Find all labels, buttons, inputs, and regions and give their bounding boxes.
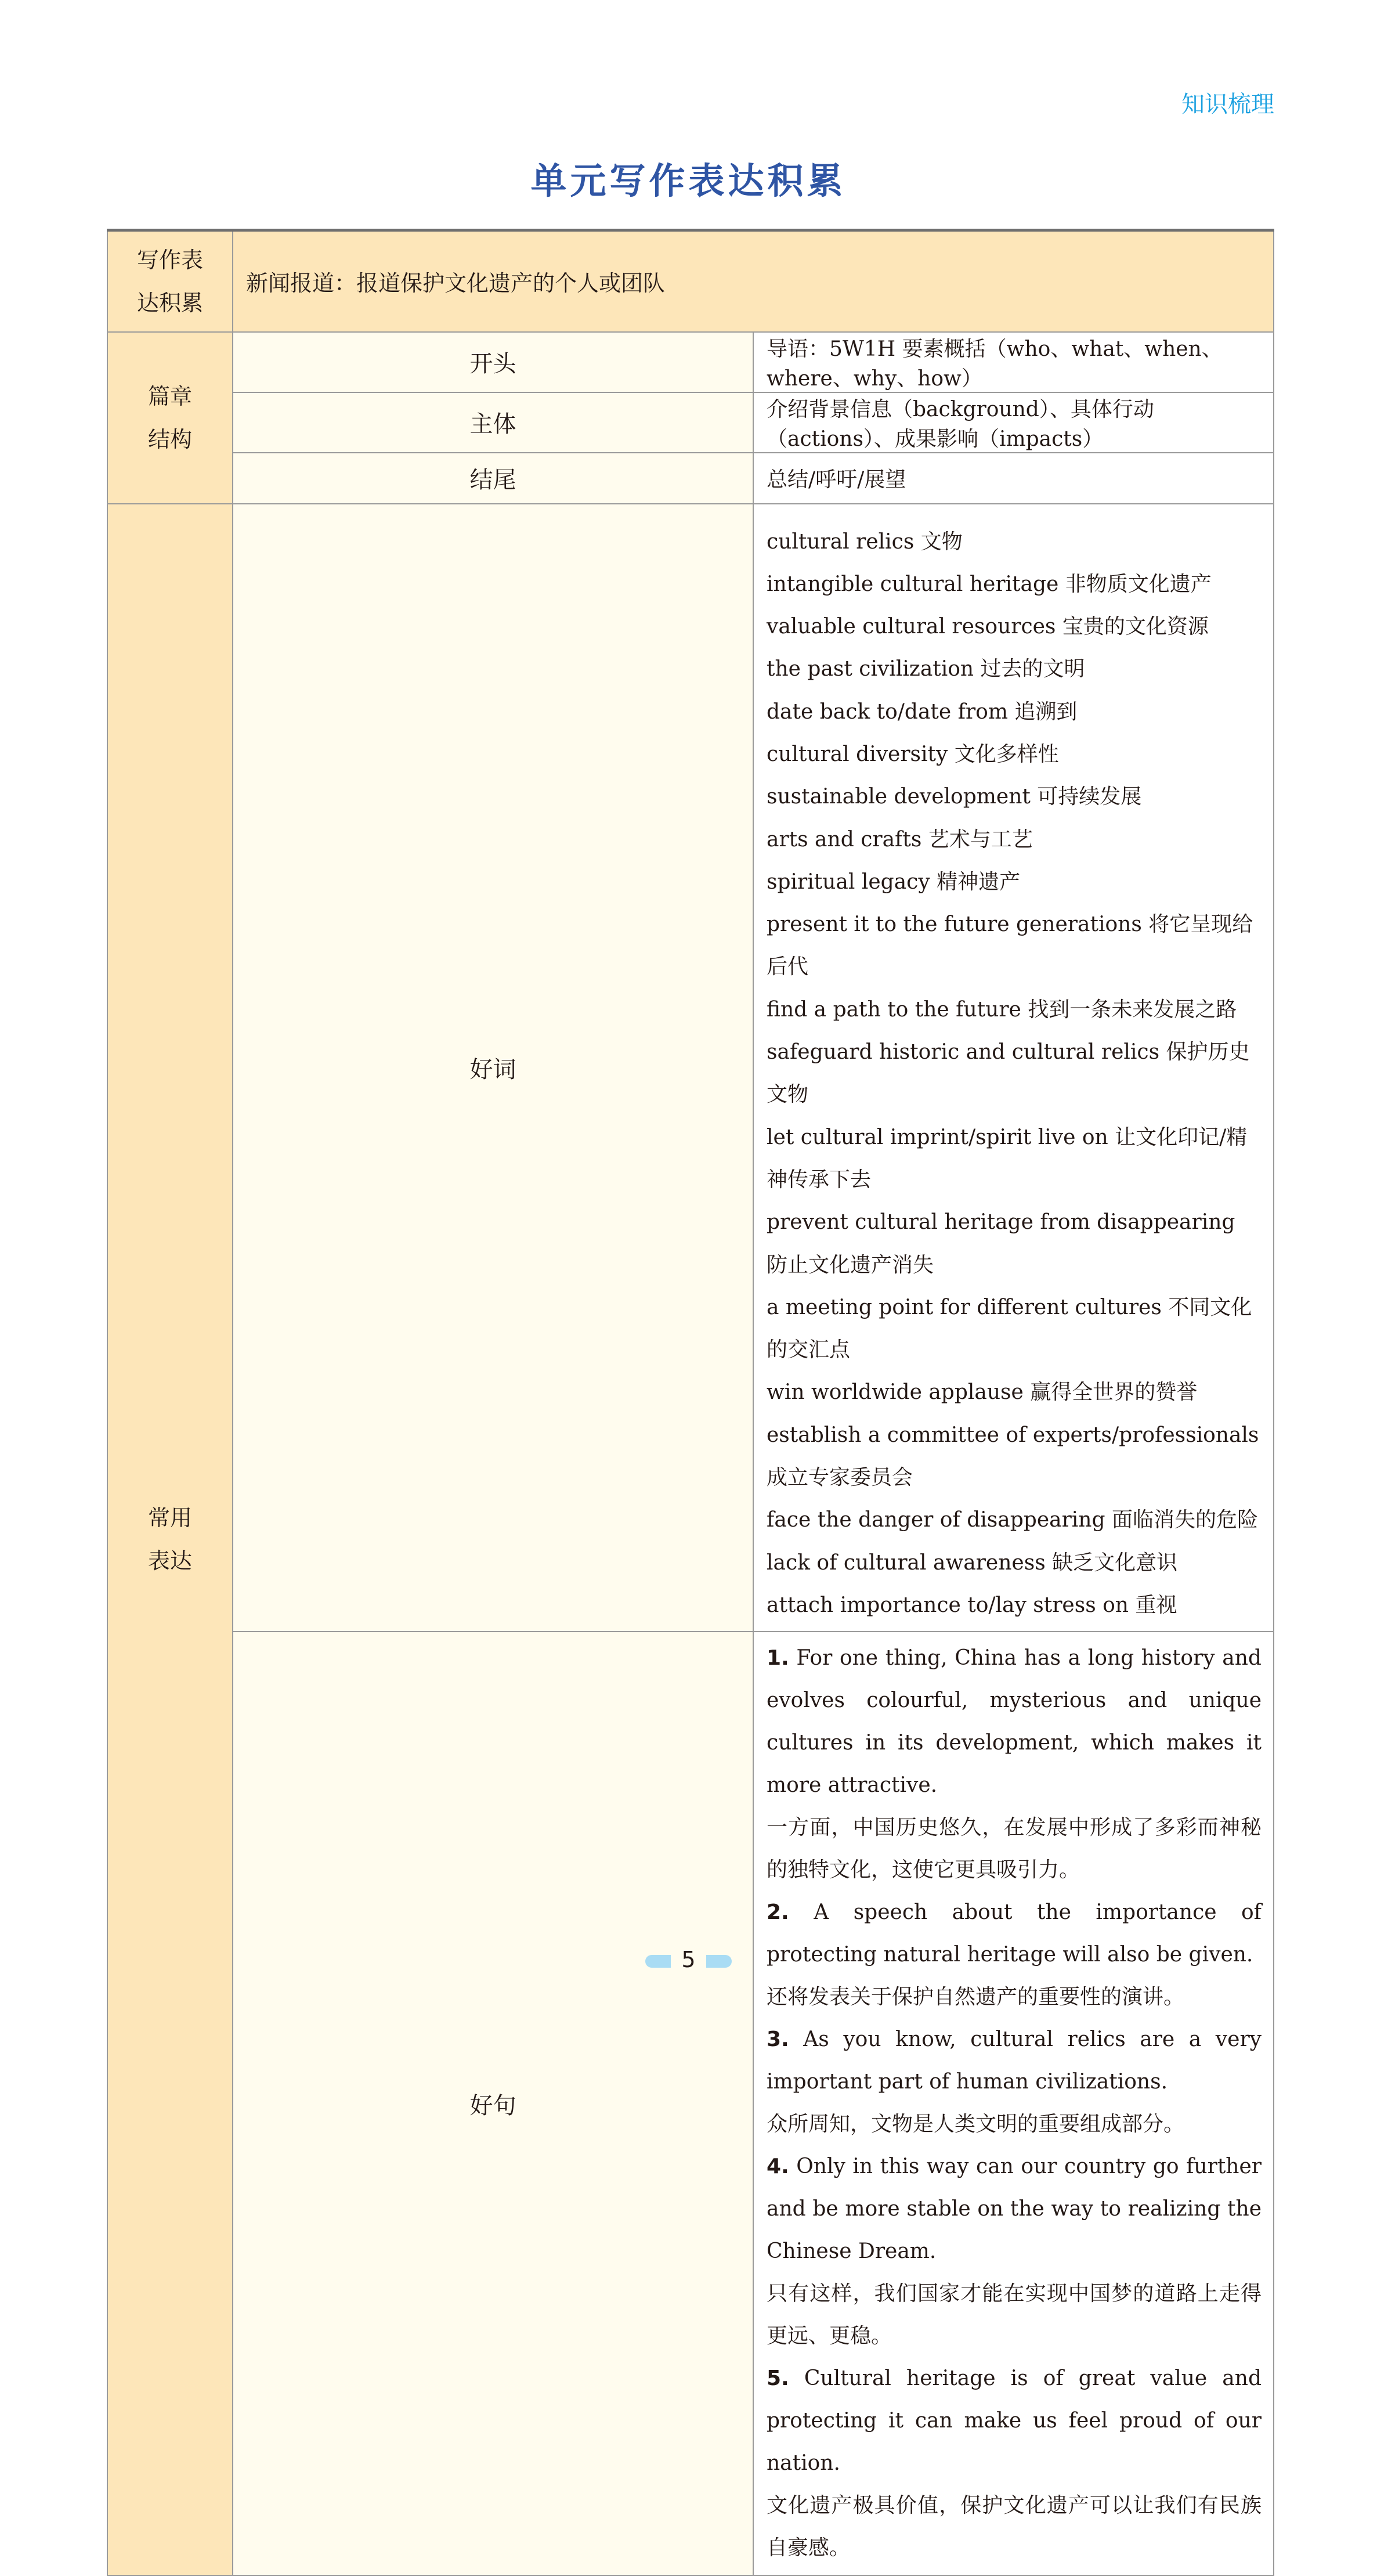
- sentence-en: [767, 2018, 1262, 2103]
- sentence-chinese: 众所周知，文物是人类文明的重要组成部分。: [767, 2112, 1185, 2137]
- word-item: spiritual legacy 精神遗产: [767, 870, 1021, 894]
- sentence-en: [767, 2357, 1262, 2484]
- sentence-english: Cultural heritage is of great value and protecting it can make us feel proud of our nation.: [767, 2366, 1262, 2476]
- word-item: face the danger of disappearing 面临消失的危险: [767, 1508, 1258, 1532]
- table-row: [107, 392, 1274, 453]
- expressions-label-line: 表达: [147, 1548, 192, 1574]
- table-row: [107, 453, 1274, 504]
- header-label: [107, 230, 233, 332]
- structure-part: 主体: [233, 392, 753, 453]
- word-item: arts and crafts 艺术与工艺: [767, 827, 1033, 852]
- section-tag: 知识梳理: [1181, 91, 1274, 118]
- sentence-number: 4.: [767, 2155, 789, 2179]
- word-item: present it to the future generations 将它呈现给后代: [767, 912, 1253, 979]
- sentence-number: 5.: [767, 2366, 789, 2391]
- structure-content: 介绍背景信息（background）、具体行动（actions）、成果影响（impacts）: [753, 392, 1274, 453]
- structure-label: [107, 332, 233, 504]
- sentence-number: 2.: [767, 1900, 789, 1925]
- sentence-en: [767, 2145, 1262, 2272]
- word-item: intangible cultural heritage 非物质文化遗产: [767, 572, 1212, 596]
- word-item: find a path to the future 找到一条未来发展之路: [767, 997, 1237, 1022]
- words-label: 好词: [233, 504, 753, 1632]
- header-label-line: 写作表: [136, 247, 203, 273]
- sentence-english: A speech about the importance of protecting natural heritage will also be given.: [767, 1900, 1262, 1967]
- word-item: win worldwide applause 赢得全世界的赞誉: [767, 1380, 1198, 1405]
- word-item: let cultural imprint/spirit live on 让文化印记/精神传承下去: [767, 1125, 1248, 1192]
- structure-label-line: 篇章: [147, 383, 192, 409]
- word-item: cultural relics 文物: [767, 529, 963, 554]
- sentence-chinese: 只有这样，我们国家才能在实现中国梦的道路上走得更远、更稳。: [767, 2282, 1262, 2348]
- word-item: cultural diversity 文化多样性: [767, 742, 1059, 766]
- page-title: 单元写作表达积累: [530, 160, 847, 202]
- word-item: date back to/date from 追溯到: [767, 699, 1078, 724]
- word-item: safeguard historic and cultural relics 保护历史文物: [767, 1040, 1250, 1107]
- words-list: [753, 504, 1274, 1632]
- structure-part: 结尾: [233, 453, 753, 504]
- table-header-row: [107, 230, 1274, 332]
- sentence-chinese: 文化遗产极具价值，保护文化遗产可以让我们有民族自豪感。: [767, 2494, 1262, 2560]
- sentences-list: [753, 1632, 1274, 2575]
- table-row: [107, 1632, 1274, 2575]
- pager-decoration-right: [706, 1955, 732, 1968]
- word-item: sustainable development 可持续发展: [767, 785, 1142, 809]
- word-item: a meeting point for different cultures 不同文化的交汇点: [767, 1295, 1252, 1362]
- structure-label-line: 结构: [147, 426, 192, 452]
- sentence-english: For one thing, China has a long history and evolves colourful, mysterious and unique cultures in its development, which makes it more attractive.: [767, 1646, 1262, 1798]
- sentence-en: [767, 1637, 1262, 1806]
- sentence-english: Only in this way can our country go further and be more stable on the way to realizing the Chinese Dream.: [767, 2155, 1262, 2264]
- sentence-number: 3.: [767, 2027, 789, 2052]
- sentence-english: As you know, cultural relics are a very important part of human civilizations.: [767, 2027, 1262, 2094]
- word-item: establish a committee of experts/professionals 成立专家委员会: [767, 1423, 1259, 1490]
- sentence-chinese: 一方面，中国历史悠久，在发展中形成了多彩而神秘的独特文化，这使它更具吸引力。: [767, 1816, 1262, 1882]
- structure-part: 开头: [233, 332, 753, 392]
- expressions-label-line: 常用: [147, 1505, 192, 1531]
- expressions-label: [107, 504, 233, 2576]
- word-item: valuable cultural resources 宝贵的文化资源: [767, 615, 1209, 639]
- table-row: [107, 332, 1274, 392]
- writing-expression-table: [107, 229, 1274, 2576]
- sentence-chinese: 还将发表关于保护自然遗产的重要性的演讲。: [767, 1985, 1185, 2009]
- table-row: [107, 504, 1274, 1632]
- word-item: prevent cultural heritage from disappearing 防止文化遗产消失: [767, 1210, 1235, 1277]
- sentences-label: 好句: [233, 1632, 753, 2575]
- word-item: attach importance to/lay stress on 重视: [767, 1593, 1177, 1617]
- pager-decoration-left: [645, 1955, 671, 1968]
- word-item: lack of cultural awareness 缺乏文化意识: [767, 1550, 1178, 1575]
- sentence-number: 1.: [767, 1646, 789, 1671]
- structure-content: 导语：5W1H 要素概括（who、what、when、where、why、how）: [753, 332, 1274, 392]
- structure-content: 总结/呼吁/展望: [753, 453, 1274, 504]
- page-number: 5: [681, 1947, 696, 1972]
- header-label-line: 达积累: [136, 290, 203, 316]
- word-item: the past civilization 过去的文明: [767, 657, 1085, 681]
- page-footer: [0, 1947, 1377, 1972]
- header-topic: 新闻报道：报道保护文化遗产的个人或团队: [233, 230, 1274, 332]
